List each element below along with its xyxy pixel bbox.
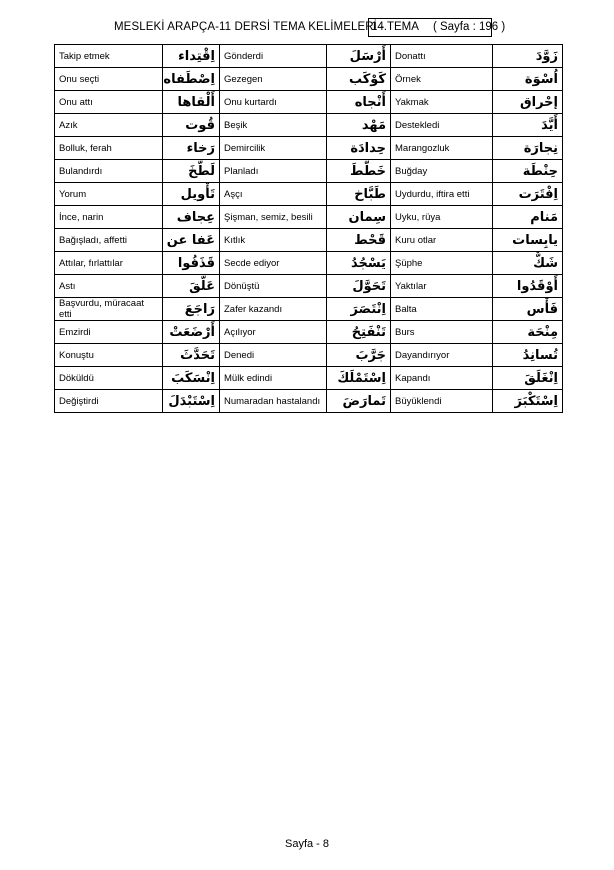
table-row <box>55 298 563 321</box>
table-row <box>55 390 563 413</box>
page-footer: Sayfa - 8 <box>284 838 330 850</box>
arabic-word: أَنْجاه <box>327 91 391 114</box>
table-row <box>55 229 563 252</box>
document-title: MESLEKİ ARAPÇA-11 DERSİ TEMA KELİMELERİ - <box>114 21 385 33</box>
arabic-word: تَمارَضَ <box>327 390 391 413</box>
arabic-word: رَخاء <box>163 137 220 160</box>
arabic-word: حِدادَة <box>327 137 391 160</box>
turkish-meaning: Secde ediyor <box>220 252 327 275</box>
turkish-meaning: Aşçı <box>220 183 327 206</box>
table-row <box>55 367 563 390</box>
turkish-meaning: Burs <box>391 321 493 344</box>
arabic-word: تَحَدَّثَ <box>163 344 220 367</box>
arabic-word: زَوَّدَ <box>493 45 563 68</box>
table-row <box>55 45 563 68</box>
arabic-word: فَأْس <box>493 298 563 321</box>
turkish-meaning: Buğday <box>391 160 493 183</box>
turkish-meaning: Azık <box>55 114 163 137</box>
turkish-meaning: Takip etmek <box>55 45 163 68</box>
table-row <box>55 321 563 344</box>
turkish-meaning: Numaradan hastalandı <box>220 390 327 413</box>
turkish-meaning: Gönderdi <box>220 45 327 68</box>
arabic-word: جَرَّبَ <box>327 344 391 367</box>
arabic-word: اِنْسَكَبَ <box>163 367 220 390</box>
arabic-word: اِقْتِداء <box>163 45 220 68</box>
turkish-meaning: Yorum <box>55 183 163 206</box>
turkish-meaning: Şişman, semiz, besili <box>220 206 327 229</box>
table-row <box>55 275 563 298</box>
turkish-meaning: Bolluk, ferah <box>55 137 163 160</box>
table-row <box>55 183 563 206</box>
arabic-word: يابِسات <box>493 229 563 252</box>
turkish-meaning: Konuştu <box>55 344 163 367</box>
turkish-meaning: Emzirdi <box>55 321 163 344</box>
arabic-word: تَحَوَّلَ <box>327 275 391 298</box>
table-row <box>55 160 563 183</box>
arabic-word: شَكٌّ <box>493 252 563 275</box>
table-row <box>55 252 563 275</box>
table-row <box>55 91 563 114</box>
arabic-word: أَرْضَعَتْ <box>163 321 220 344</box>
turkish-meaning: Onu attı <box>55 91 163 114</box>
turkish-meaning: Onu kurtardı <box>220 91 327 114</box>
turkish-meaning: Beşik <box>220 114 327 137</box>
arabic-word: عَلَّقَ <box>163 275 220 298</box>
turkish-meaning: Döküldü <box>55 367 163 390</box>
turkish-meaning: Büyüklendi <box>391 390 493 413</box>
arabic-word: يَسْجُدُ <box>327 252 391 275</box>
turkish-meaning: Planladı <box>220 160 327 183</box>
arabic-word: قَذَفُوا <box>163 252 220 275</box>
turkish-meaning: Attılar, fırlattılar <box>55 252 163 275</box>
arabic-word: اِنْتَصَرَ <box>327 298 391 321</box>
turkish-meaning: Değiştirdi <box>55 390 163 413</box>
arabic-word: أَلْقاها <box>163 91 220 114</box>
turkish-meaning: Dayandırıyor <box>391 344 493 367</box>
arabic-word: رَاجَعَ <box>163 298 220 321</box>
arabic-word: اِصْطَفاه <box>163 68 220 91</box>
turkish-meaning: Yaktılar <box>391 275 493 298</box>
table-row <box>55 68 563 91</box>
arabic-word: تَأْويل <box>163 183 220 206</box>
arabic-word: أَيَّدَ <box>493 114 563 137</box>
turkish-meaning: Yakmak <box>391 91 493 114</box>
vocabulary-table <box>54 44 563 413</box>
arabic-word: اِفْتَرَت <box>493 183 563 206</box>
arabic-word: أَرْسَلَ <box>327 45 391 68</box>
turkish-meaning: Şüphe <box>391 252 493 275</box>
tema-box <box>368 18 506 37</box>
arabic-word: اِنْغَلَقَ <box>493 367 563 390</box>
arabic-word: مَهْد <box>327 114 391 137</box>
arabic-word: قَحْط <box>327 229 391 252</box>
arabic-word: اِسْتَكْبَرَ <box>493 390 563 413</box>
arabic-word: لَطَّخَ <box>163 160 220 183</box>
turkish-meaning: Bulandırdı <box>55 160 163 183</box>
arabic-word: حِنْطَة <box>493 160 563 183</box>
tema-label: 14.TEMA <box>371 21 419 33</box>
turkish-meaning: Mülk edindi <box>220 367 327 390</box>
turkish-meaning: Kıtlık <box>220 229 327 252</box>
arabic-word: اِسْتَمْلَكَ <box>327 367 391 390</box>
turkish-meaning: Açılıyor <box>220 321 327 344</box>
arabic-word: عِجاف <box>163 206 220 229</box>
turkish-meaning: Bağışladı, affetti <box>55 229 163 252</box>
arabic-word: تَنْفَتِحُ <box>327 321 391 344</box>
arabic-word: عَفا عن <box>163 229 220 252</box>
turkish-meaning: Uyku, rüya <box>391 206 493 229</box>
arabic-word: مَنام <box>493 206 563 229</box>
turkish-meaning: Başvurdu, müracaat etti <box>55 298 163 321</box>
turkish-meaning: Gezegen <box>220 68 327 91</box>
arabic-word: قُوت <box>163 114 220 137</box>
turkish-meaning: Örnek <box>391 68 493 91</box>
turkish-meaning: Demircilik <box>220 137 327 160</box>
table-row <box>55 137 563 160</box>
turkish-meaning: İnce, narin <box>55 206 163 229</box>
turkish-meaning: Balta <box>391 298 493 321</box>
turkish-meaning: Uydurdu, iftira etti <box>391 183 493 206</box>
arabic-word: طَبَّاخ <box>327 183 391 206</box>
table-row <box>55 206 563 229</box>
sayfa-reference: ( Sayfa : 196 ) <box>432 21 506 33</box>
arabic-word: مِنْحَة <box>493 321 563 344</box>
table-row <box>55 114 563 137</box>
arabic-word: كَوْكَب <box>327 68 391 91</box>
arabic-word: اِسْتَبْدَلَ <box>163 390 220 413</box>
turkish-meaning: Kuru otlar <box>391 229 493 252</box>
arabic-word: خَطَّطَ <box>327 160 391 183</box>
turkish-meaning: Denedi <box>220 344 327 367</box>
turkish-meaning: Destekledi <box>391 114 493 137</box>
arabic-word: نِجارَة <box>493 137 563 160</box>
page-header <box>0 18 614 38</box>
turkish-meaning: Marangozluk <box>391 137 493 160</box>
arabic-word: تُسانِدُ <box>493 344 563 367</box>
turkish-meaning: Astı <box>55 275 163 298</box>
table-row <box>55 344 563 367</box>
turkish-meaning: Zafer kazandı <box>220 298 327 321</box>
turkish-meaning: Dönüştü <box>220 275 327 298</box>
turkish-meaning: Donattı <box>391 45 493 68</box>
turkish-meaning: Kapandı <box>391 367 493 390</box>
turkish-meaning: Onu seçti <box>55 68 163 91</box>
arabic-word: إحْراق <box>493 91 563 114</box>
arabic-word: اُسْوَة <box>493 68 563 91</box>
arabic-word: أَوْقَدُوا <box>493 275 563 298</box>
arabic-word: سِمان <box>327 206 391 229</box>
